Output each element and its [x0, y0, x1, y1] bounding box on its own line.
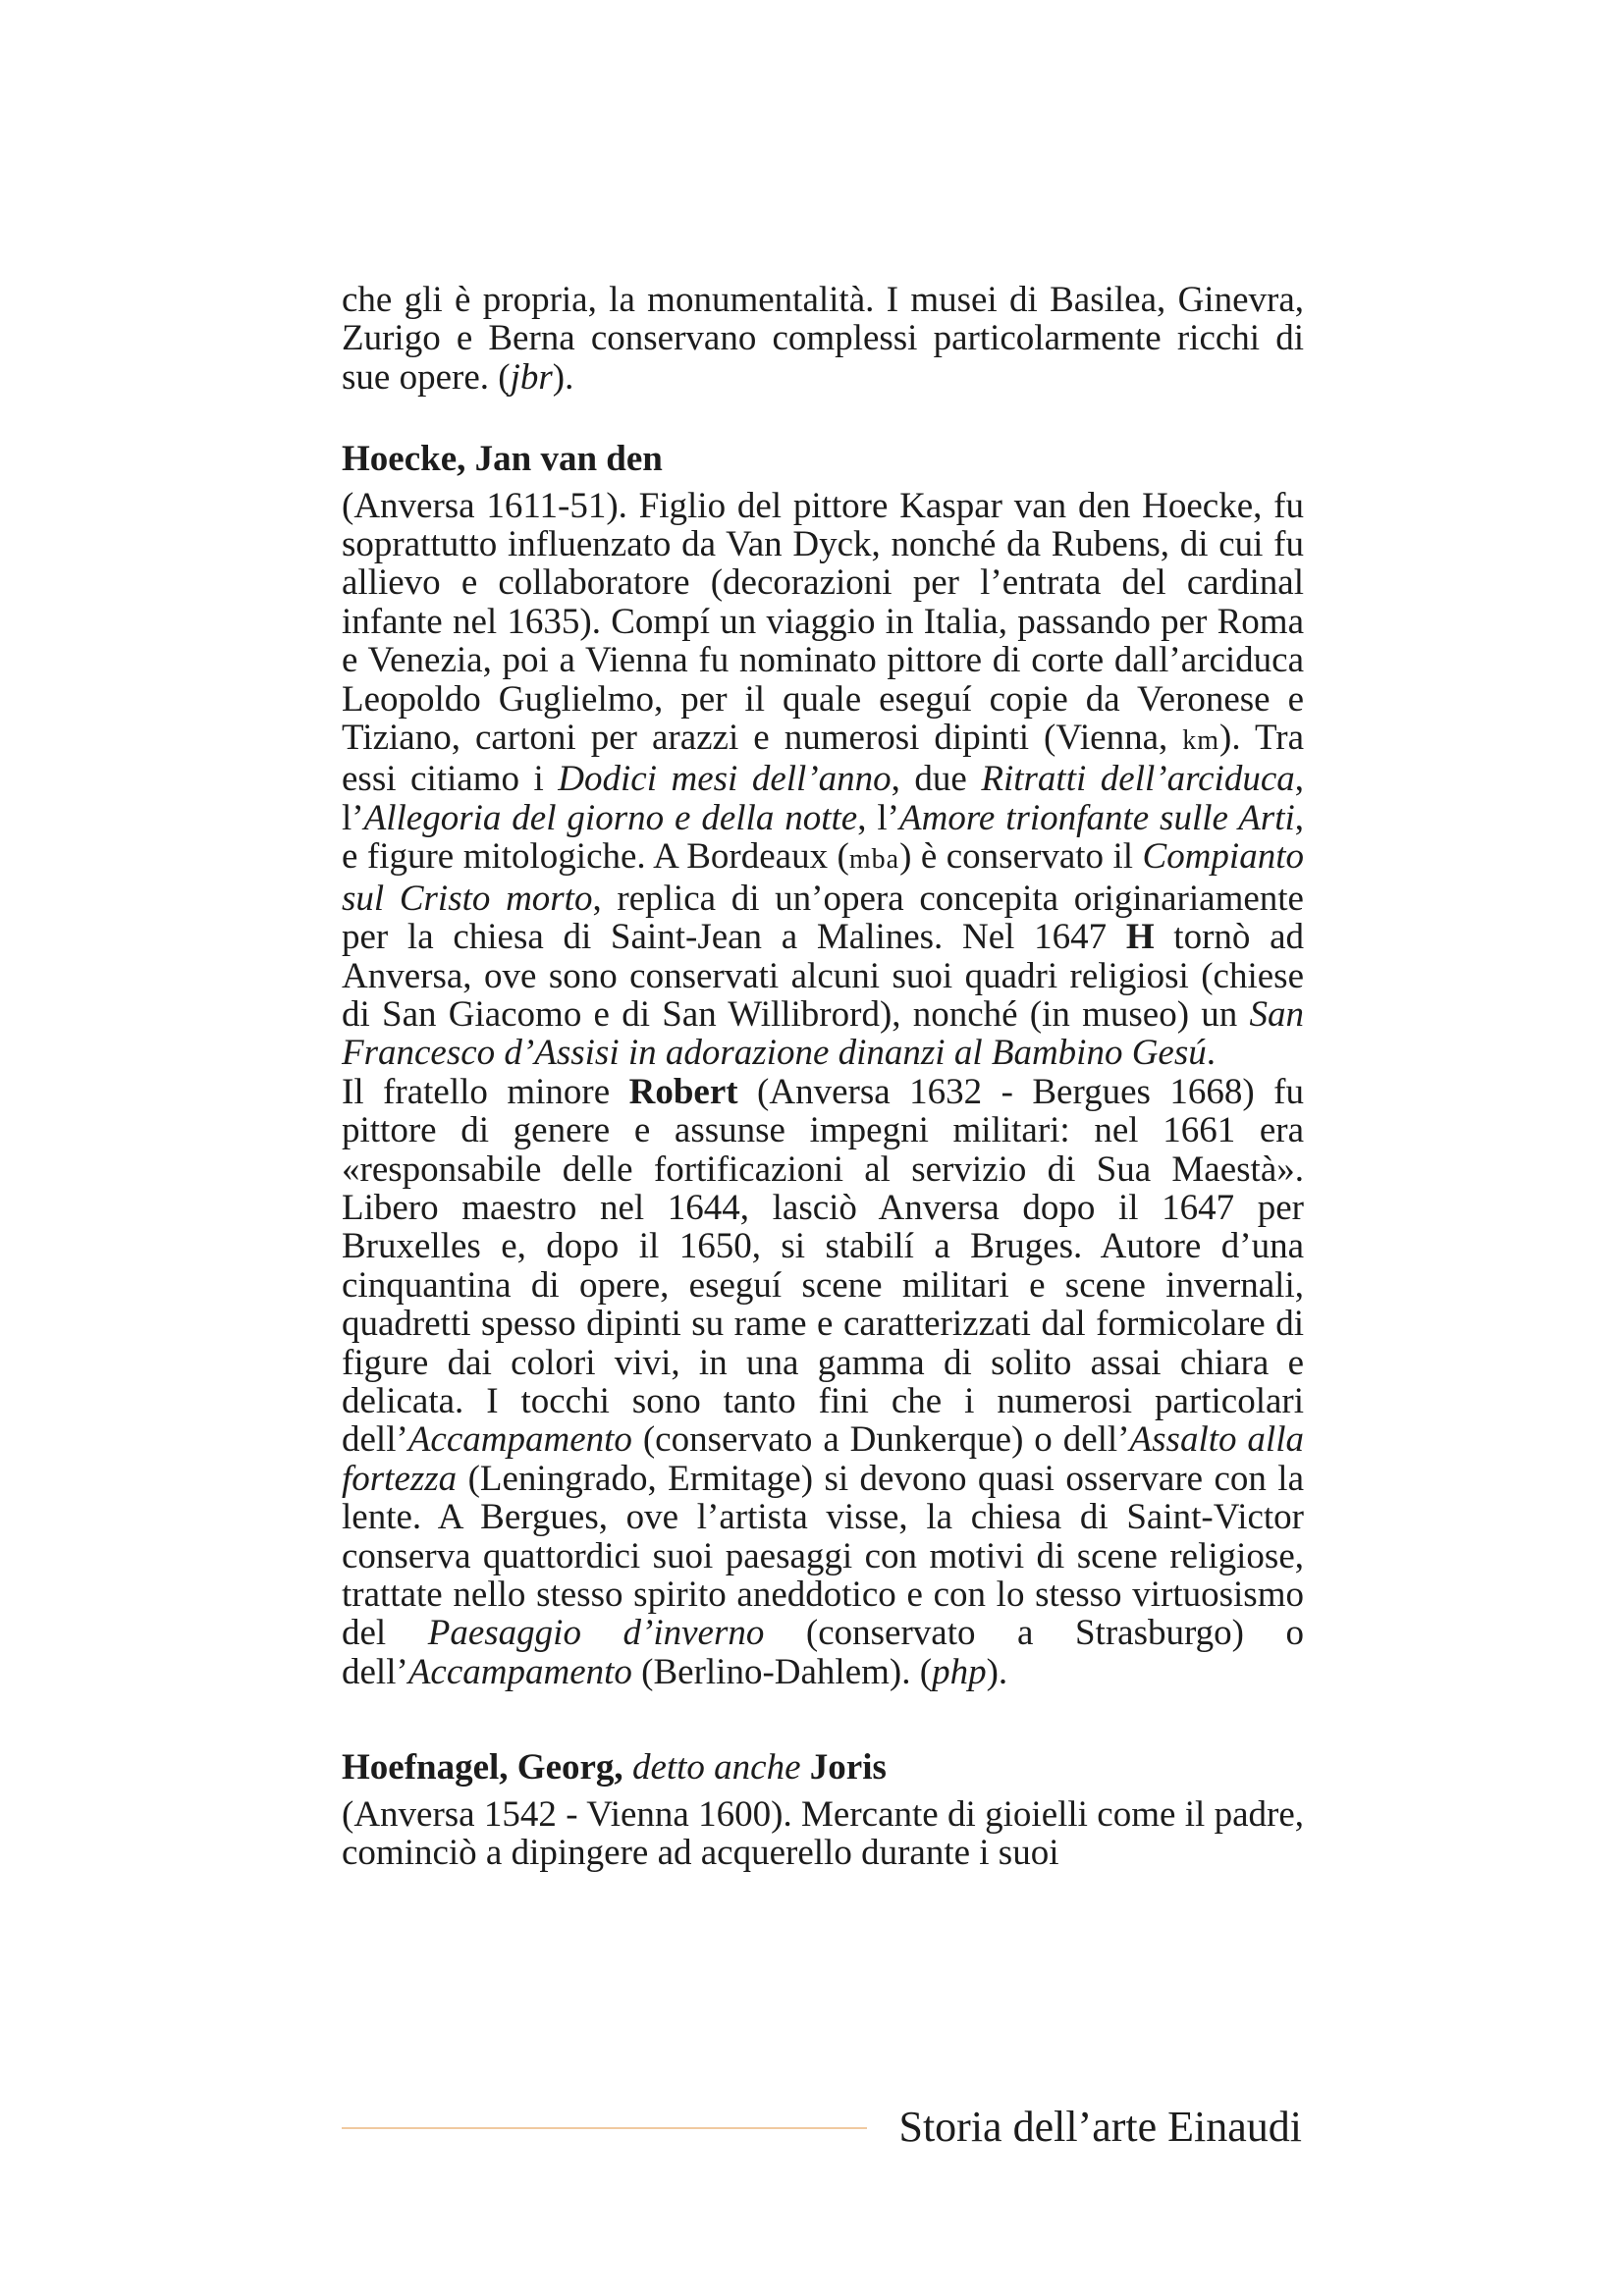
entry-paragraph-hoecke-2: [342, 1073, 1304, 1692]
text-run: , l’: [342, 759, 1304, 838]
text-run: (Anversa 1611-51). Figlio del pittore Kaspar van den Hoecke, fu soprattutto influenzato da Van Dyck, nonché da Rubens, di cui fu allievo e collaboratore (decorazioni per l’entrata del cardinal infante nel 1635). Compí un viaggio in Italia, passando per Roma e Venezia, poi a Vienna fu nominato pittore di corte dall’arciduca Leopoldo Guglielmo, per il quale eseguí copie da Veronese e Tiziano, cartoni per arazzi e numerosi dipinti (Vienna,: [342, 485, 1304, 759]
entry-paragraph-hoefnagel: (Anversa 1542 - Vienna 1600). Mercante di gioielli come il padre, cominciò a dipingere ad acquerello durante i suoi: [342, 1793, 1304, 1874]
work-title: San Francesco d’Assisi in adorazione dinanzi al Bambino Gesú: [342, 993, 1304, 1074]
heading-name: Hoefnagel, Georg,: [342, 1747, 623, 1789]
work-title: Ritratti dell’arciduca: [981, 759, 1295, 800]
text-run: (conservato a Dunkerque) o dell’: [631, 1419, 1130, 1461]
continuation-paragraph: [342, 281, 1304, 397]
text-run: ). Tra essi citiamo i: [342, 718, 1304, 800]
work-title: Assalto alla fortezza: [342, 1419, 1304, 1499]
text-run: (Berlino-Dahlem). (: [631, 1651, 933, 1692]
text-run: Il fratello minore: [342, 1071, 629, 1112]
text-run: , replica di un’opera concepita originariamente per la chiesa di Saint-Jean a Malines. Nel 1647: [342, 878, 1304, 958]
text-run: (Leningrado, Ermitage) si devono quasi osservare con la lente. A Bergues, ove l’artista visse, la chiesa di Saint-Victor conserva quattordici suoi paesaggi con motivi di scene religiose, trattate nello stesso spirito aneddotico e con lo stesso virtuosismo del: [342, 1458, 1304, 1654]
footer-rule: [342, 2127, 867, 2129]
continuation-text: che gli è propria, la monumentalità. I musei di Basilea, Ginevra, Zurigo e Berna conservano complessi particolarmente ricchi di sue opere. (: [342, 280, 1304, 398]
text-run: ).: [986, 1651, 1008, 1692]
text-run: ) è conservato il: [899, 836, 1143, 878]
author-initials: php: [932, 1651, 987, 1692]
footer-title: Storia dell’arte Einaudi: [898, 2103, 1302, 2151]
entry-heading-hoecke: Hoecke, Jan van den: [342, 439, 663, 480]
work-title: Accampamento: [407, 1419, 632, 1461]
abbreviation-mba: mba: [848, 844, 900, 876]
text-run: (conservato a Strasburgo) o dell’: [342, 1613, 1304, 1692]
entry-paragraph-hoecke-1: [342, 487, 1304, 1073]
text-run: .: [1206, 1033, 1217, 1074]
text-run: , due: [891, 759, 982, 800]
person-name: Robert: [628, 1071, 738, 1112]
text-run: (Anversa 1632 - Bergues 1668) fu pittore di genere e assunse impegni militari: nel 1661 era «responsabile delle fortificazioni al servizio di Sua Maestà». Libero maestro nel 1644, lasciò Anversa dopo il 1647 per Bruxelles e, dopo il 1650, si stabilí a Bruges. Autore d’una cinquantina di opere, eseguí scene militari e scene invernali, quadretti spesso dipinti su rame e caratterizzati dal formicolare di figure dai colori vivi, in una gamma di solito assai chiara e delicata. I tocchi sono tanto fini che i numerosi particolari dell’: [342, 1071, 1304, 1461]
entry-initial: H: [1125, 917, 1155, 958]
work-title: Paesaggio d’inverno: [427, 1613, 765, 1654]
work-title: Accampamento: [407, 1651, 632, 1692]
continuation-end: ).: [552, 356, 574, 398]
page-text: [342, 281, 1304, 1872]
abbreviation-km: km: [1182, 725, 1220, 757]
text-run: , e figure mitologiche. A Bordeaux (: [342, 797, 1305, 878]
work-title: Allegoria del giorno e della notte: [363, 797, 858, 838]
heading-alt-name: Joris: [809, 1747, 887, 1789]
entry-heading-hoefnagel: [342, 1748, 1304, 1787]
work-title: Compianto sul Cristo morto: [342, 836, 1304, 919]
work-title: Amore trionfante sulle Arti: [899, 797, 1295, 838]
text-run: tornò ad Anversa, ove sono conservati alcuni suoi quadri religiosi (chiese di San Giacomo e di San Willibrord), nonché (in museo) un: [342, 917, 1304, 1035]
work-title: Dodici mesi dell’anno: [558, 759, 892, 800]
heading-alias: detto anche: [631, 1747, 801, 1789]
text-run: , l’: [857, 797, 900, 838]
author-initials: jbr: [510, 356, 553, 398]
